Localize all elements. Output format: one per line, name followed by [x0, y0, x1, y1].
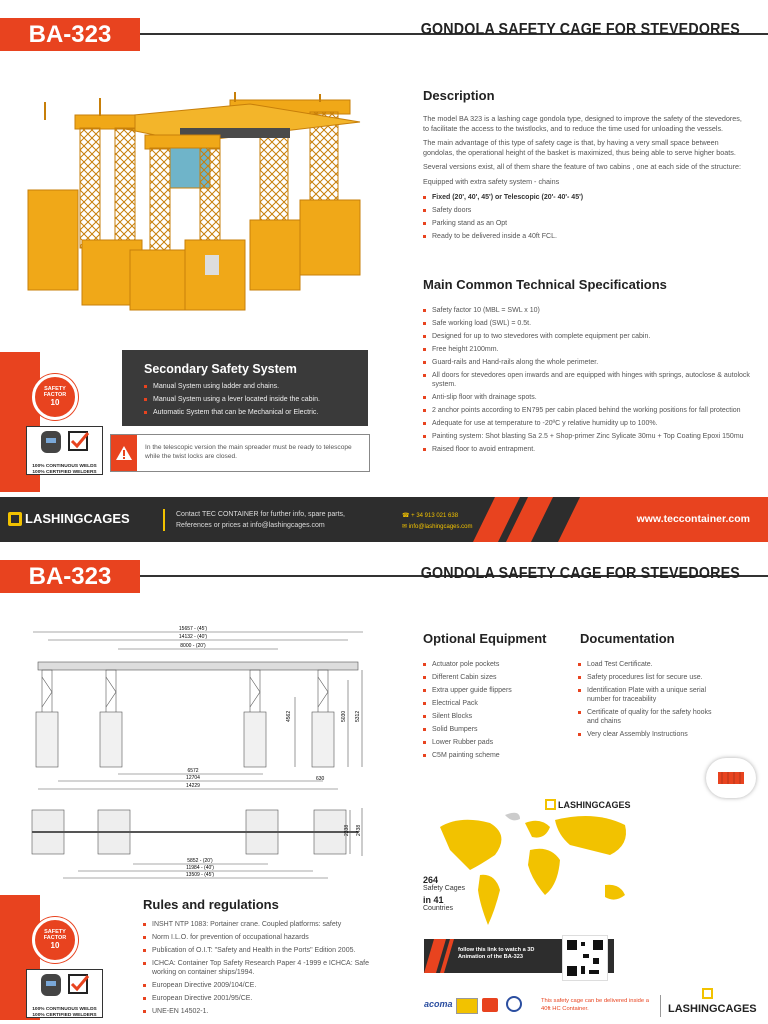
list-item: UNE-EN 14502-1. [143, 1007, 383, 1016]
welder-mask-and-check-icon [27, 427, 102, 459]
secondary-bullets [144, 382, 320, 421]
list-item: 2 anchor points according to EN795 per cabin placed behind the working positions for fall protection [423, 406, 753, 415]
badge-line: SAFETY [44, 929, 66, 935]
footer-phone[interactable] [402, 512, 458, 519]
welders-line: 100% CONTINUOUS WELDS [32, 1007, 97, 1012]
brand-logo [8, 511, 130, 526]
brand-logo-icon [8, 512, 22, 526]
list-item: Solid Bumpers [423, 725, 573, 734]
list-item: Safety doors [423, 206, 748, 215]
cages-label: Safety Cages [423, 885, 466, 892]
badge-line: FACTOR [43, 392, 67, 398]
list-item: Identification Plate with a unique serial number for traceability [578, 686, 718, 704]
list-item: Publication of O.I.T: "Safety and Health in the Ports" Edition 2005. [143, 946, 383, 955]
list-item: Automatic System that can be Mechanical or Electric. [144, 408, 320, 417]
footer-divider [163, 509, 165, 531]
dim-label: 14132 - (40') [178, 634, 208, 640]
acoma-logo: acoma [424, 999, 453, 1009]
safety-factor-badge [32, 374, 78, 420]
description-paragraph: Equipped with extra safety system - chains [423, 176, 560, 186]
video-link-text: follow this link to watch a 3D Animation of the BA-323 [458, 947, 535, 960]
description-paragraph: The model BA 323 is a lashing cage gondola type, designed to improve the safety of the stevedores, to facilitate the access to the twistlocks, and to reduce the time used for unloading the vessels. [423, 114, 742, 133]
brand-name: LASHINGCAGES [668, 1003, 757, 1015]
list-item: C5M painting scheme [423, 751, 573, 760]
footer-email[interactable] [402, 523, 473, 530]
footer-contact-line: Contact TEC CONTAINER for further info, spare parts, [176, 511, 345, 518]
list-item: Norm I.L.O. for prevention of occupational hazards [143, 933, 383, 942]
badge-line: FACTOR [43, 935, 67, 941]
description-bullets [423, 193, 748, 241]
qr-code-icon [563, 936, 607, 980]
phone-number: + 34 913 021 638 [411, 513, 459, 519]
certification-logo [456, 998, 478, 1014]
list-item: Adequate for use at temperature to -20ºC y relative humidity up to 100%. [423, 419, 753, 428]
footer-url[interactable]: www.teccontainer.com [636, 513, 750, 525]
list-item: Guard-rails and Hand-rails along the whole perimeter. [423, 358, 753, 367]
list-item: Electrical Pack [423, 699, 573, 708]
dim-label: 13509 - (45') [185, 872, 215, 878]
brand-name: LASHINGCAGES [25, 511, 130, 526]
container-icon-circle [706, 758, 756, 798]
list-item: Manual System using ladder and chains. [144, 382, 320, 391]
warning-text: In the telescopic version the main spreader must be ready to telescope while the twist locks are closed. [145, 444, 352, 460]
list-item: Extra upper guide flippers [423, 686, 573, 695]
badge-line: SAFETY [44, 386, 66, 392]
delivery-note: This safety cage can be delivered inside a 40ft HC Container. [541, 998, 649, 1012]
dim-label: 11984 - (40') [186, 865, 214, 871]
dim-label: 5030 [341, 710, 347, 722]
rules-title: Rules and regulations [143, 897, 279, 912]
safety-factor-badge [32, 917, 78, 963]
phone-icon: ☎ [402, 513, 410, 519]
dim-label: 2338 [344, 824, 350, 836]
qr-code[interactable] [562, 935, 608, 981]
brand-logo-icon [702, 988, 713, 999]
list-item: Very clear Assembly Instructions [578, 730, 718, 739]
technical-drawing [18, 622, 390, 892]
countries-label: Countries [423, 905, 453, 912]
list-item: Fixed (20', 40', 45') or Telescopic (20'- 40'- 45') [423, 193, 748, 202]
secondary-title: Secondary Safety System [144, 362, 297, 376]
list-item: Painting system: Shot blasting Sa 2.5 + Shop-primer Zinc Sylicate 30mu + Top Coating Epoxi 150mu [423, 432, 753, 441]
welders-line: 100% CONTINUOUS WELDS [32, 464, 97, 469]
model-badge: BA-323 [0, 18, 140, 51]
list-item: European Directive 2001/95/CE. [143, 994, 383, 1003]
list-item: Different Cabin sizes [423, 673, 573, 682]
dim-label: 2438 [356, 824, 362, 836]
list-item: Anti-slip floor with drainage spots. [423, 393, 753, 402]
page-title: GONDOLA SAFETY CAGE FOR STEVEDORES [420, 565, 740, 582]
dim-label: 15657 - (45') [178, 626, 208, 632]
optional-title: Optional Equipment [423, 631, 547, 646]
page-separator [0, 542, 768, 562]
footer-contact-line: References or prices at info@lashingcages.com [176, 522, 325, 529]
cages-number: 264 [423, 875, 439, 885]
dim-label: 5312 [355, 710, 361, 722]
world-map [420, 795, 645, 935]
dim-label: 6572 [187, 768, 199, 774]
list-item: Free height 2100mm. [423, 345, 753, 354]
warning-box [110, 434, 370, 472]
documentation-list [578, 660, 718, 743]
list-item: Silent Blocks [423, 712, 573, 721]
specs-bullets [423, 306, 753, 454]
dim-label: 5852 - (20') [187, 858, 213, 864]
mail-icon: ✉ [402, 524, 408, 530]
badge-number: 10 [50, 941, 60, 950]
list-item: All doors for stevedores open inwards and are equipped with hinges with springs, autoclose & autolock system. [423, 371, 753, 389]
model-badge: BA-323 [0, 560, 140, 593]
welders-line: 100% CERTIFIED WELDERS [32, 470, 97, 475]
specs-title: Main Common Technical Specifications [423, 277, 667, 292]
certified-welders-badge [26, 426, 103, 475]
list-item: Designed for up to two stevedores with complete equipment per cabin. [423, 332, 753, 341]
footer-brand-logo [668, 988, 757, 1017]
secondary-safety-box [122, 350, 368, 426]
list-item: Safety procedures list for secure use. [578, 673, 718, 682]
welders-line: 100% CERTIFIED WELDERS [32, 1013, 97, 1018]
footer-band [0, 497, 768, 542]
email-address: info@lashingcages.com [408, 524, 473, 530]
welder-mask-and-check-icon [27, 970, 102, 1002]
list-item: INSHT NTP 1083: Portainer crane. Coupled platforms: safety [143, 920, 383, 929]
list-item: Safe working load (SWL) = 0.5t. [423, 319, 753, 328]
list-item: ICHCA: Container Top Safety Research Paper 4 -1999 e ICHCA: Safe working on container ships/1994. [143, 959, 383, 977]
page-title: GONDOLA SAFETY CAGE FOR STEVEDORES [420, 21, 740, 38]
list-item: Actuator pole pockets [423, 660, 573, 669]
description-paragraph: Several versions exist, all of them share the feature of two cabins , one at each side of the structure: [423, 162, 742, 172]
list-item: Raised floor to avoid entrapment. [423, 445, 753, 454]
documentation-title: Documentation [580, 631, 675, 646]
partner-seal-logo [506, 996, 522, 1012]
list-item: Safety factor 10 (MBL = SWL x 10) [423, 306, 753, 315]
list-item: Manual System using a lever located inside the cabin. [144, 395, 320, 404]
rules-list [143, 920, 383, 1020]
elevation-and-plan-drawing [18, 622, 390, 892]
dim-label: 12704 [186, 775, 200, 781]
list-item: Lower Rubber pads [423, 738, 573, 747]
warning-icon-tab [111, 435, 137, 471]
description-title: Description [423, 88, 495, 103]
product-image [20, 90, 400, 315]
dim-label: 8000 - (20') [180, 643, 206, 649]
optional-list [423, 660, 573, 764]
partner-logo [482, 998, 498, 1012]
container-icon [706, 758, 756, 798]
specs-body [423, 306, 753, 458]
dim-label: 14229 [186, 783, 200, 789]
list-item: Ready to be delivered inside a 40ft FCL. [423, 232, 748, 241]
world-map-panel [420, 795, 645, 935]
list-item: European Directive 2009/104/CE. [143, 981, 383, 990]
list-item: Certificate of quality for the safety hooks and chains [578, 708, 718, 726]
partner-logos [424, 996, 524, 1016]
badge-number: 10 [50, 398, 60, 407]
countries-number: in 41 [423, 895, 444, 905]
warning-icon [111, 435, 137, 471]
dim-label: 630 [316, 776, 325, 782]
gondola-cage-illustration [20, 90, 400, 315]
list-item: Parking stand as an Opt [423, 219, 748, 228]
footer-divider [660, 995, 661, 1017]
dim-label: 4562 [286, 710, 292, 722]
certified-welders-badge [26, 969, 103, 1018]
description-body [423, 114, 748, 245]
list-item: Load Test Certificate. [578, 660, 718, 669]
brand-name: LASHINGCAGES [558, 799, 631, 810]
description-paragraph: The main advantage of this type of safety cage is that, by having a very small space between gondolas, the operational height of the basket is maximized, thus being able to serve higher boats. [423, 138, 736, 157]
